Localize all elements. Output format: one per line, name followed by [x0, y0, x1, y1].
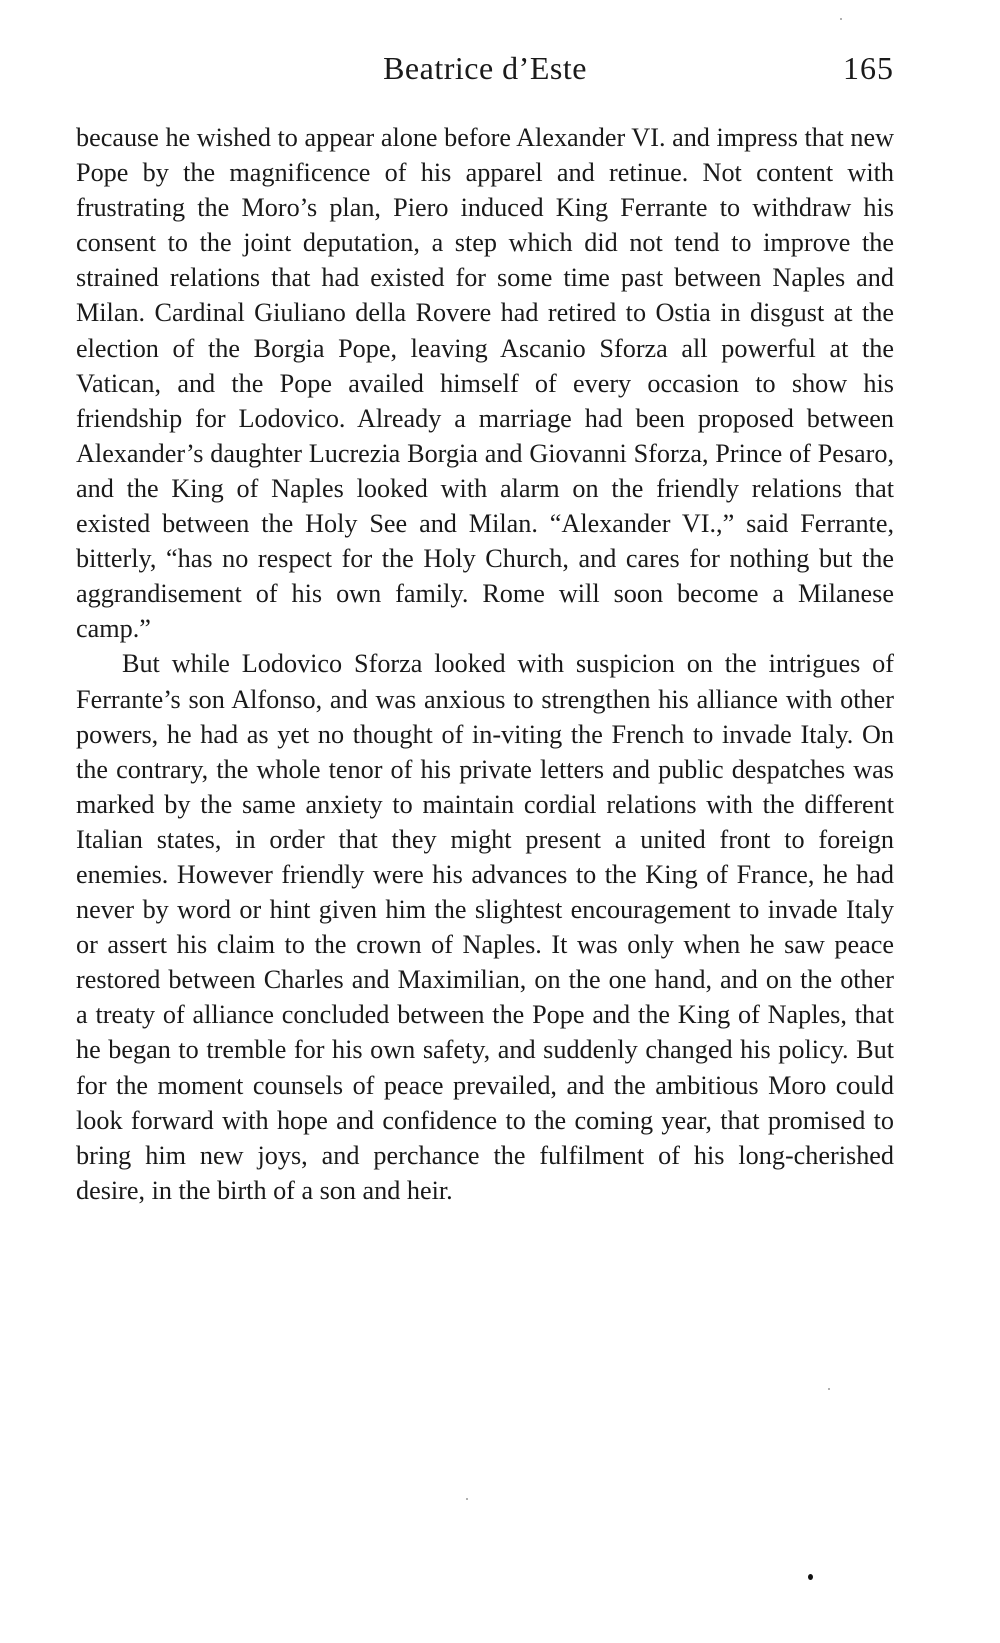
- scan-speck: [466, 1498, 468, 1500]
- paragraph: because he wished to appear alone before Alexander VI. and impress that new Pope by the magnificence of his apparel and retinue. Not content with frustrating the Moro’s plan, Piero induced King Ferrante to withdraw his consent to the joint deputation, a step which did not tend to improve the strained relations that had existed for some time past between Naples and Milan. Cardinal Giuliano della Rovere had retired to Ostia in disgust at the election of the Borgia Pope, leaving Ascanio Sforza all powerful at the Vatican, and the Pope availed himself of every occasion to show his friendship for Lodovico. Already a marriage had been proposed between Alexander’s daughter Lucrezia Borgia and Giovanni Sforza, Prince of Pesaro, and the King of Naples looked with alarm on the friendly relations that existed between the Holy See and Milan. “Alexander VI.,” said Ferrante, bitterly, “has no respect for the Holy Church, and cares for nothing but the aggrandisement of his own family. Rome will soon become a Milanese camp.”: [76, 123, 894, 644]
- scan-speck: [808, 1574, 813, 1580]
- body-text: [76, 120, 894, 1208]
- page-number: 165: [843, 50, 894, 86]
- scan-speck: [840, 18, 842, 20]
- running-head: [76, 46, 894, 90]
- scan-speck: [828, 1388, 830, 1390]
- running-title: Beatrice d’Este: [383, 50, 587, 86]
- paragraph: But while Lodovico Sforza looked with suspicion on the intrigues of Ferrante’s son Alfonso, and was anxious to strengthen his alliance with other powers, he had as yet no thought of in-viting the French to invade Italy. On the contrary, the whole tenor of his private letters and public despatches was marked by the same anxiety to maintain cordial relations with the different Italian states, in order that they might present a united front to foreign enemies. However friendly were his advances to the King of France, he had never by word or hint given him the slightest encouragement to invade Italy or assert his claim to the crown of Naples. It was only when he saw peace restored between Charles and Maximilian, on the one hand, and on the other a treaty of alliance concluded between the Pope and the King of Naples, that he began to tremble for his own safety, and suddenly changed his policy. But for the moment counsels of peace prevailed, and the ambitious Moro could look forward with hope and confidence to the coming year, that promised to bring him new joys, and perchance the fulfilment of his long-cherished desire, in the birth of a son and heir.: [76, 649, 894, 1205]
